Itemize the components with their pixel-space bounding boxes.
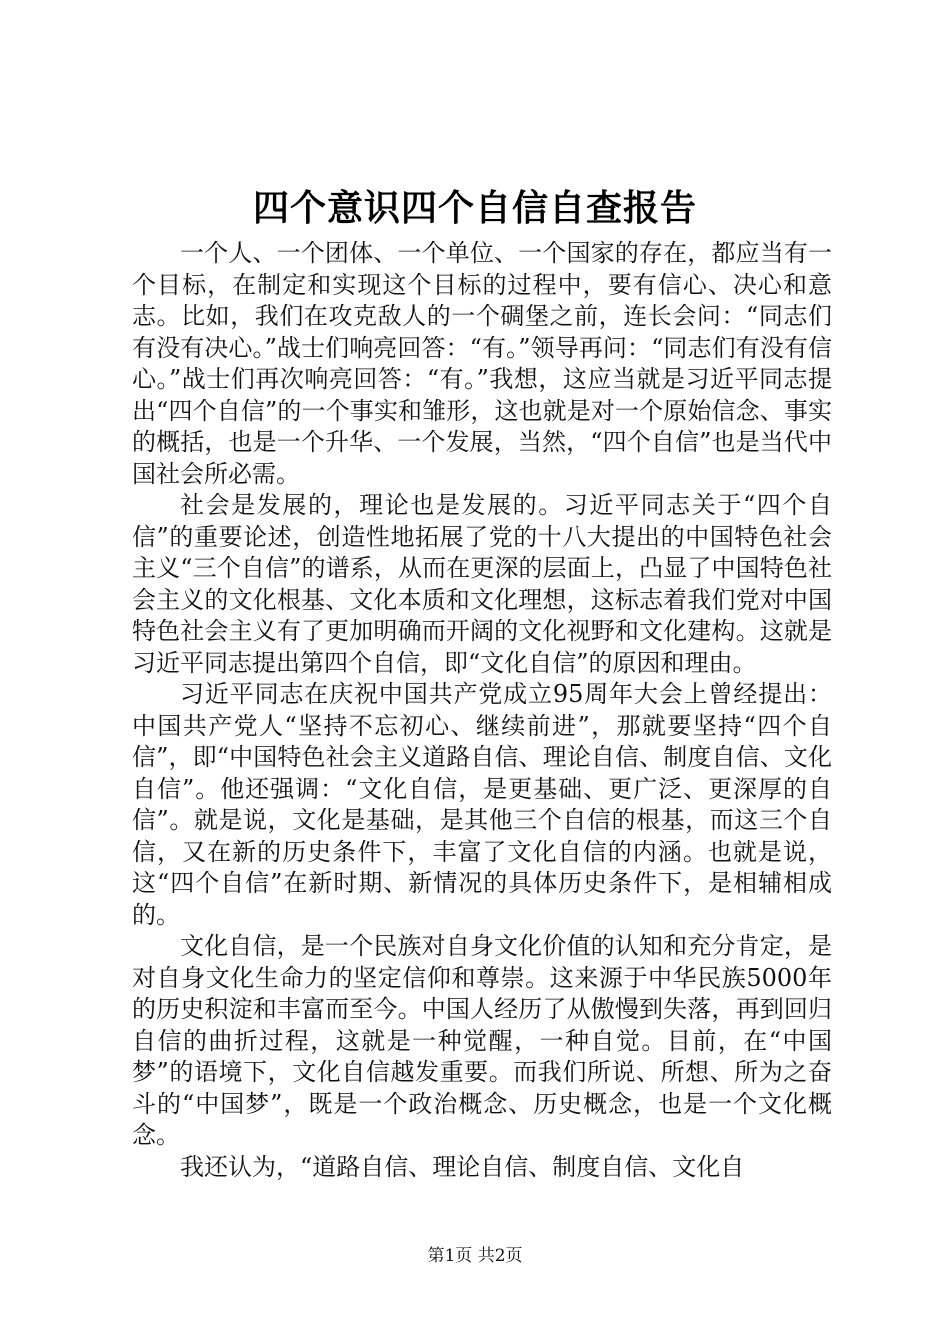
- paragraph: 一个人、一个团体、一个单位、一个国家的存在，都应当有一个目标，在制定和实现这个目标的过程中，要有信心、决心和意志。比如，我们在攻克敌人的一个碉堡之前，连长会问：“同志们有没有决心。”战士们响亮回答：“有。”领导再问：“同志们有没有信心。”战士们再次响亮回答：“有。”我想，这应当就是习近平同志提出“四个自信”的一个事实和雏形，这也就是对一个原始信念、事实的概括，也是一个升华、一个发展，当然，“四个自信”也是当代中国社会所必需。: [132, 239, 832, 488]
- paragraph: 习近平同志在庆祝中国共产党成立95周年大会上曾经提出：中国共产党人“坚持不忘初心、继续前进”，那就要坚持“四个自信”，即“中国特色社会主义道路自信、理论自信、制度自信、文化自信”。他还强调：“文化自信，是更基础、更广泛、更深厚的自信”。就是说，文化是基础，是其他三个自信的根基，而这三个自信，又在新的历史条件下，丰富了文化自信的内涵。也就是说，这“四个自信”在新时期、新情况的具体历史条件下，是相辅相成的。: [132, 680, 832, 929]
- paragraph: 社会是发展的，理论也是发展的。习近平同志关于“四个自信”的重要论述，创造性地拓展了党的十八大提出的中国特色社会主义“三个自信”的谱系，从而在更深的层面上，凸显了中国特色社会主义的文化根基、文化本质和文化理想，这标志着我们党对中国特色社会主义有了更加明确而开阔的文化视野和文化建构。这就是习近平同志提出第四个自信，即“文化自信”的原因和理由。: [132, 491, 832, 677]
- paragraph: 我还认为，“道路自信、理论自信、制度自信、文化自: [180, 1152, 745, 1181]
- document-body: [132, 238, 832, 1183]
- paragraph: 文化自信，是一个民族对自身文化价值的认知和充分肯定，是对自身文化生命力的坚定信仰和尊崇。这来源于中华民族5000年的历史积淀和丰富而至今。中国人经历了从傲慢到失落，再到回归自信的曲折过程，这就是一种觉醒，一种自觉。目前，在“中国梦”的语境下，文化自信越发重要。而我们所说、所想、所为之奋斗的“中国梦”，既是一个政治概念、历史概念，也是一个文化概念。: [132, 932, 832, 1149]
- document-title: 四个意识四个自信自查报告: [252, 187, 697, 229]
- page-footer: 第1页 共2页: [427, 1246, 523, 1266]
